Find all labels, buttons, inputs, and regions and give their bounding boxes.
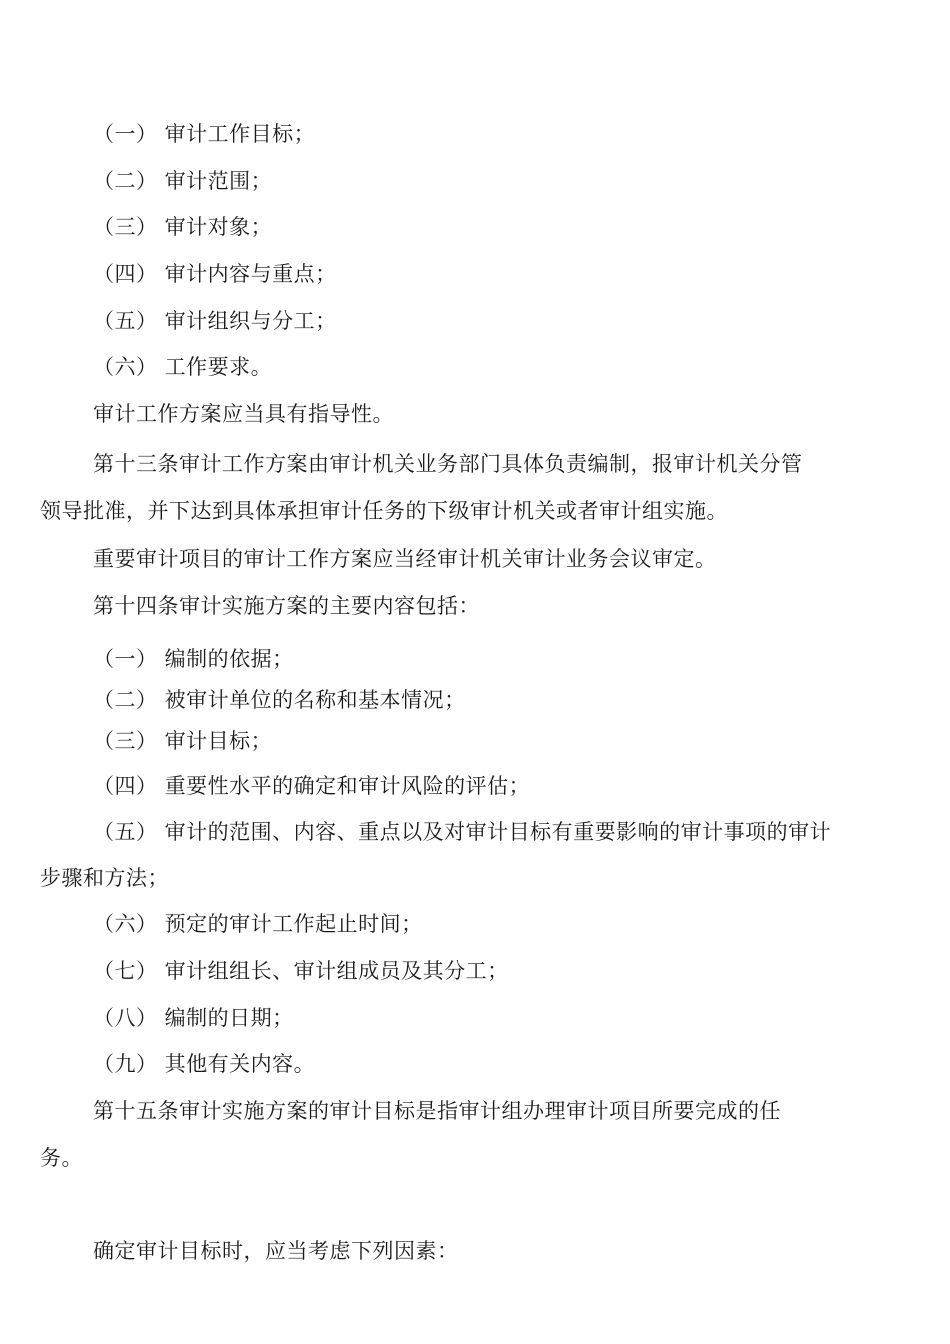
list-item-5-line-1: （五） 审计的范围、内容、重点以及对审计目标有重要影响的审计事项的审计	[93, 820, 832, 844]
list-item-2: （二） 被审计单位的名称和基本情况；	[93, 688, 466, 712]
list-item-4: （四） 重要性水平的确定和审计风险的评估；	[93, 774, 531, 798]
article-13-line-2: 领导批准，并下达到具体承担审计任务的下级审计机关或者审计组实施。	[40, 499, 728, 523]
list-item-9: （九） 其他有关内容。	[93, 1052, 316, 1076]
paragraph: 确定审计目标时，应当考虑下列因素：	[93, 1239, 459, 1263]
list-item-3: （三） 审计目标；	[93, 729, 273, 753]
paragraph: 重要审计项目的审计工作方案应当经审计机关审计业务会议审定。	[93, 547, 717, 571]
list-item-5: （五） 审计组织与分工；	[93, 309, 337, 333]
list-item-2: （二） 审计范围；	[93, 169, 273, 193]
list-item-3: （三） 审计对象；	[93, 215, 273, 239]
article-15-line-2: 务。	[40, 1146, 83, 1170]
list-item-7: （七） 审计组组长、审计组成员及其分工；	[93, 959, 509, 983]
list-item-1: （一） 编制的依据；	[93, 647, 294, 671]
list-item-4: （四） 审计内容与重点；	[93, 262, 337, 286]
list-item-5-line-2: 步骤和方法；	[40, 866, 169, 890]
article-15-line-1: 第十五条审计实施方案的审计目标是指审计组办理审计项目所要完成的任	[93, 1099, 781, 1123]
list-item-1: （一） 审计工作目标；	[93, 122, 316, 146]
article-13-line-1: 第十三条审计工作方案由审计机关业务部门具体负责编制，报审计机关分管	[93, 452, 803, 476]
article-14-heading: 第十四条审计实施方案的主要内容包括：	[93, 594, 480, 618]
list-item-8: （八） 编制的日期；	[93, 1006, 294, 1030]
list-item-6: （六） 工作要求。	[93, 355, 273, 379]
paragraph: 审计工作方案应当具有指导性。	[93, 402, 394, 426]
list-item-6: （六） 预定的审计工作起止时间；	[93, 912, 423, 936]
